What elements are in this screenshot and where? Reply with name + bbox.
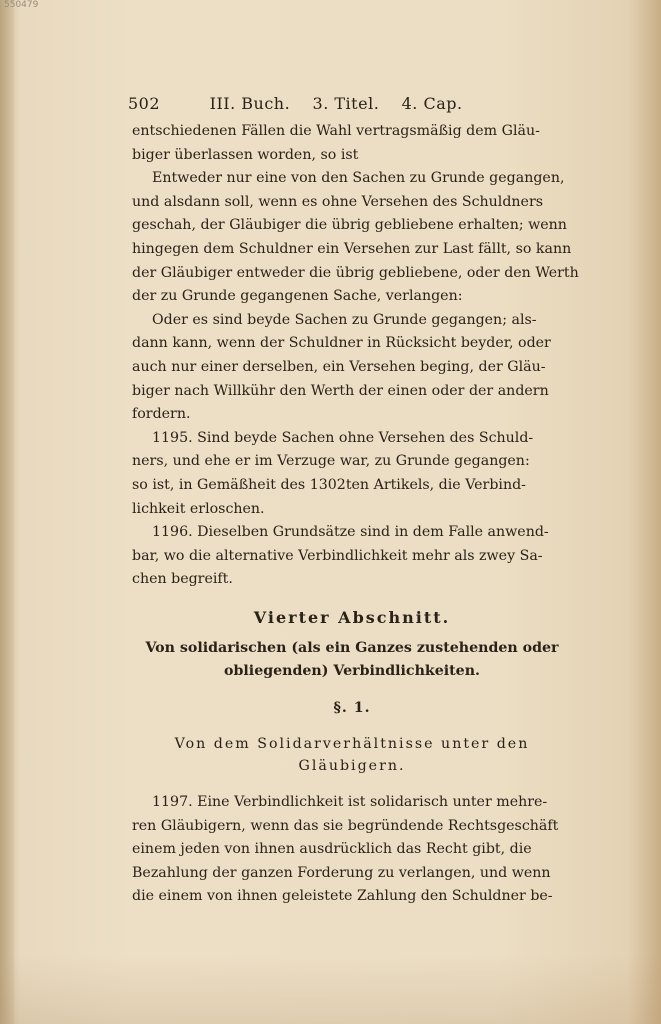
text-line: ners, und ehe er im Verzuge war, zu Grunde gegangen:: [132, 453, 530, 470]
text-line: die einem von ihnen geleistete Zahlung den Schuldner be-: [132, 888, 553, 905]
title-line: Gläubigern.: [298, 758, 406, 775]
subtitle-line: Von solidarischen (als ein Ganzes zustehenden oder: [145, 640, 559, 657]
header-title: 3. Titel.: [312, 94, 380, 113]
article-1197: [132, 791, 572, 909]
paragraph-entweder: [132, 167, 579, 309]
text-line: 1195. Sind beyde Sachen ohne Versehen des Schuld-: [152, 429, 534, 446]
text-line: bar, wo die alternative Verbindlichkeit mehr als zwey Sa-: [132, 547, 543, 564]
text-line: Bezahlung der ganzen Forderung zu verlangen, und wenn: [132, 864, 551, 881]
header-book: III. Buch.: [209, 94, 291, 113]
text-line: 1196. Dieselben Grundsätze sind in dem Falle anwend-: [152, 524, 549, 541]
text-line: lichkeit erloschen.: [132, 500, 265, 517]
text-line: chen begreift.: [132, 571, 233, 588]
text-line: ren Gläubigern, wenn das sie begründende Rechtsgeschäft: [132, 817, 559, 834]
title-line: Von dem Solidarverhältnisse unter den: [174, 736, 530, 753]
text-line: fordern.: [132, 406, 191, 423]
text-line: biger nach Willkühr den Werth der einen oder der andern: [132, 382, 549, 399]
text-line: biger überlassen worden, so ist: [132, 146, 359, 163]
text-line: und alsdann soll, wenn es ohne Versehen des Schuldners: [132, 193, 544, 210]
text-line: entschiedenen Fällen die Wahl vertragsmäßig dem Gläu-: [132, 123, 540, 139]
subtitle-line: obliegenden) Verbindlichkeiten.: [224, 663, 480, 680]
article-1195: [132, 427, 572, 521]
text-line: der zu Grunde gegangenen Sache, verlangen:: [132, 288, 463, 305]
text-line: Oder es sind beyde Sachen zu Grunde gegangen; als-: [152, 311, 537, 328]
text-line: auch nur einer derselben, ein Versehen beging, der Gläu-: [132, 358, 546, 375]
page-body: [132, 120, 579, 909]
paragraph-title: [132, 733, 572, 777]
paragraph-mark: §. 1.: [333, 700, 371, 717]
section-heading: Vierter Abschnitt.: [253, 607, 451, 627]
intro-paragraph: [132, 120, 572, 167]
page-binding-edge: [0, 0, 14, 1024]
text-line: dann kann, wenn der Schuldner in Rücksicht beyder, oder: [132, 335, 551, 352]
section-subtitle: [132, 637, 572, 683]
page-number: 502: [128, 94, 161, 113]
text-line: Entweder nur eine von den Sachen zu Grunde gegangen,: [152, 170, 565, 187]
text-line: einem jeden von ihnen ausdrücklich das Recht gibt, die: [132, 841, 532, 858]
running-header: [128, 94, 548, 113]
spacer: [132, 777, 572, 791]
text-line: hingegen dem Schuldner ein Versehen zur Last fällt, so kann: [132, 240, 572, 257]
header-chapter: 4. Cap.: [401, 94, 463, 113]
text-line: 1197. Eine Verbindlichkeit ist solidarisch unter mehre-: [152, 794, 548, 811]
text-line: so ist, in Gemäßheit des 1302ten Artikels, die Verbind-: [132, 476, 526, 493]
paragraph-oder: [132, 309, 572, 427]
text-line: geschah, der Gläubiger die übrig gebliebene erhalten; wenn: [132, 217, 567, 234]
article-1196: [132, 521, 572, 592]
library-stamp: 550479: [4, 0, 39, 10]
page-bottom-shade: [0, 954, 661, 1024]
text-line: der Gläubiger entweder die übrig gebliebene, oder den Werth: [132, 264, 579, 281]
